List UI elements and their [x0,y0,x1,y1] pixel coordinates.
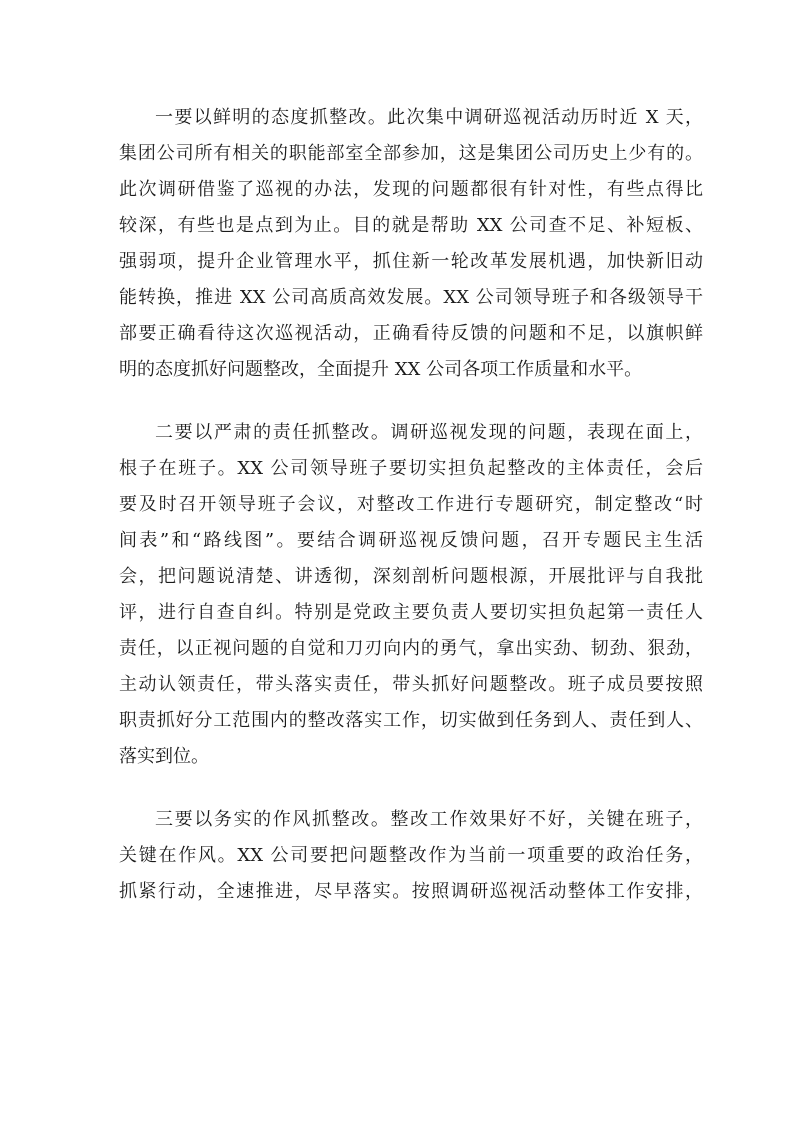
text-line: 责任，以正视问题的自觉和刀刃向内的勇气，拿出实劲、韧劲、狠劲， [119,638,703,659]
paragraph-2 [119,415,703,775]
text-line: 间表”和“路线图”。要结合调研巡视反馈问题，召开专题民主生活 [119,530,703,551]
paragraph-spacer [119,388,703,415]
text-line: 部要正确看待这次巡视活动，正确看待反馈的问题和不足，以旗帜鲜 [119,323,703,344]
text-line: 能转换，推进 XX 公司高质高效发展。XX 公司领导班子和各级领导干 [119,287,703,308]
text-line: 评，进行自查自纠。特别是党政主要负责人要切实担负起第一责任人 [119,602,703,623]
text-line: 根子在班子。XX 公司领导班子要切实担负起整改的主体责任，会后 [119,458,703,479]
text-line: 此次调研借鉴了巡视的办法，发现的问题都很有针对性，有些点得比 [119,179,703,200]
paragraph-3 [119,802,703,910]
text-line: 明的态度抓好问题整改，全面提升 XX 公司各项工作质量和水平。 [119,359,643,380]
text-line: 一要以鲜明的态度抓整改。此次集中调研巡视活动历时近 X 天， [155,107,703,128]
text-line: 强弱项，提升企业管理水平，抓住新一轮改革发展机遇，加快新旧动 [119,251,703,272]
text-line: 会，把问题说清楚、讲透彻，深刻剖析问题根源，开展批评与自我批 [119,566,703,587]
text-line: 较深，有些也是点到为止。目的就是帮助 XX 公司查不足、补短板、 [119,215,703,236]
paragraph-1 [119,100,703,388]
text-line: 关键在作风。XX 公司要把问题整改作为当前一项重要的政治任务， [119,845,703,866]
text-line: 职责抓好分工范围内的整改落实工作，切实做到任务到人、责任到人、 [119,710,703,731]
text-line: 主动认领责任，带头落实责任，带头抓好问题整改。班子成员要按照 [119,674,703,695]
text-line: 集团公司所有相关的职能部室全部参加，这是集团公司历史上少有的。 [119,143,703,164]
document-body [119,100,703,910]
text-line: 要及时召开领导班子会议，对整改工作进行专题研究，制定整改“时 [119,494,703,515]
paragraph-spacer [119,775,703,802]
text-line: 三要以务实的作风抓整改。整改工作效果好不好，关键在班子， [155,809,703,830]
text-line: 抓紧行动，全速推进，尽早落实。按照调研巡视活动整体工作安排， [119,881,703,902]
text-line: 落实到位。 [119,746,209,767]
text-line: 二要以严肃的责任抓整改。调研巡视发现的问题，表现在面上， [155,422,703,443]
